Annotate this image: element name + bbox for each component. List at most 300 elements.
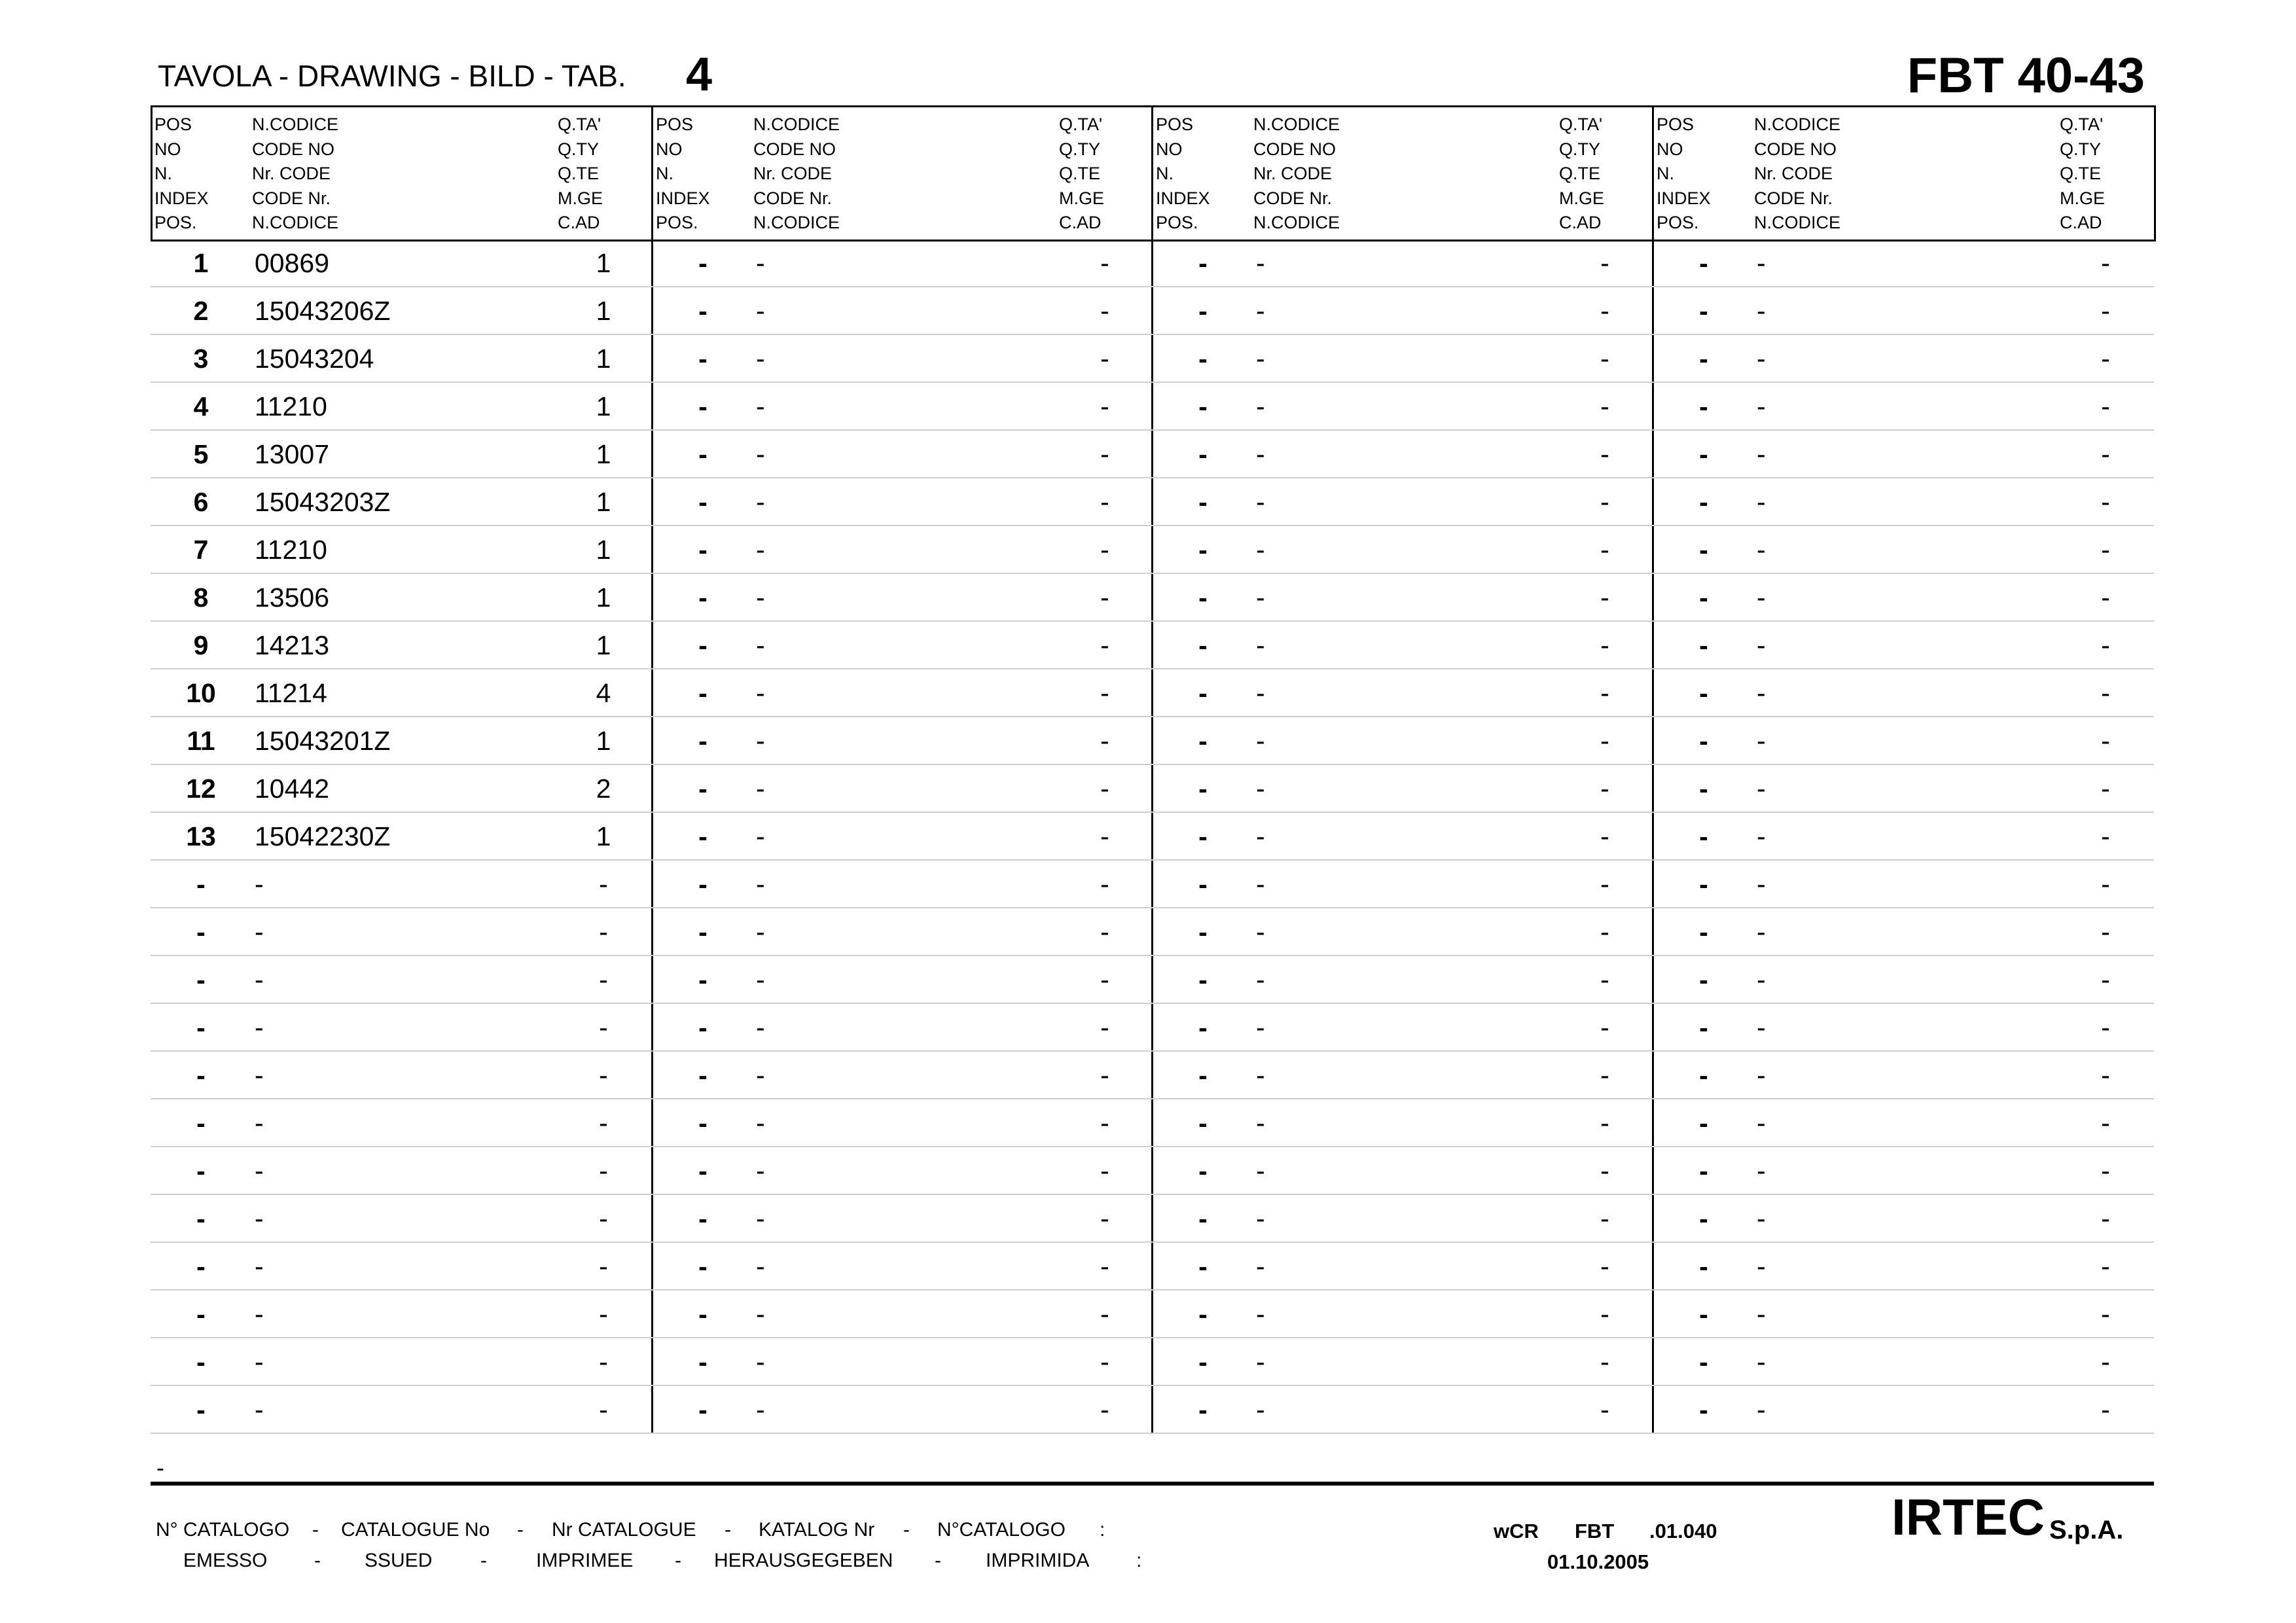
empty-position: - [1699,1299,1708,1329]
header-label: N. [1657,164,1674,183]
empty-code: - [1757,487,1766,517]
header-label: CODE NO [252,139,335,159]
empty-position: - [196,1395,206,1425]
empty-quantity: - [599,1347,608,1377]
header-label: M.GE [1059,188,1105,208]
empty-quantity: - [1600,1395,1609,1425]
empty-position: - [698,1251,708,1281]
bottom-note: - [156,1454,164,1481]
empty-position: - [1198,248,1208,278]
empty-position: - [1699,821,1708,851]
empty-position: - [698,535,708,565]
empty-position: - [698,439,708,469]
empty-quantity: - [1100,1156,1109,1186]
header-label: N.CODICE [1754,213,1841,232]
row-divider [151,955,2154,956]
empty-code: - [1256,1299,1265,1329]
empty-code: - [1757,726,1766,756]
catalog-label: - [725,1519,731,1541]
header-label: Q.TA' [558,115,601,134]
empty-position: - [1198,1012,1208,1043]
header-label: Q.TY [2060,139,2102,159]
empty-code: - [1256,726,1265,756]
header-label: C.AD [2060,213,2102,232]
empty-position: - [196,1012,206,1043]
table-header-frame [151,105,2156,241]
empty-quantity: - [599,1108,608,1138]
empty-quantity: - [1600,917,1609,947]
row-divider [151,429,2154,431]
header-label: C.AD [1559,213,1602,232]
empty-position: - [1699,296,1708,326]
empty-code: - [756,1060,765,1090]
row-divider [151,620,2154,622]
header-label: POS [1657,115,1695,134]
header-label: CODE NO [753,139,836,159]
empty-position: - [1699,1395,1708,1425]
header-label: M.GE [558,188,603,208]
empty-quantity: - [1100,965,1109,995]
issued-label: - [675,1550,681,1571]
part-code: 14213 [255,630,330,660]
issue-date: 01.10.2005 [1547,1550,1649,1573]
empty-quantity: - [1600,248,1609,278]
catalog-label: : [1100,1519,1105,1541]
header-label: Q.TE [2060,164,2102,183]
issued-label: - [314,1550,321,1571]
header-label: CODE NO [1754,139,1837,159]
empty-position: - [1198,1347,1208,1377]
empty-quantity: - [599,1204,608,1234]
row-divider [151,1194,2154,1195]
empty-quantity: - [1600,965,1609,995]
part-code: 15043206Z [255,296,391,326]
empty-quantity: - [1600,1204,1609,1234]
empty-code: - [1757,582,1766,613]
empty-position: - [698,678,708,708]
header-label: Nr. CODE [1253,164,1333,183]
empty-quantity: - [1600,487,1609,517]
issued-label: - [480,1550,487,1571]
empty-quantity: - [2101,1060,2110,1090]
header-label: INDEX [1156,188,1210,208]
empty-position: - [196,1347,206,1377]
empty-quantity: - [1600,439,1609,469]
quantity: 2 [596,774,611,804]
empty-position: - [1699,1204,1708,1234]
empty-quantity: - [2101,726,2110,756]
header-label: POS [1156,115,1194,134]
empty-code: - [1256,821,1265,851]
header-label: Q.TA' [1059,115,1103,134]
empty-position: - [698,344,708,374]
empty-position: - [1198,1395,1208,1425]
header-label: Q.TE [1559,164,1601,183]
empty-code: - [1256,582,1265,613]
empty-position: - [1198,582,1208,613]
issued-label: SSUED [365,1550,433,1571]
header-pos-labels [656,113,710,236]
empty-position: - [1198,439,1208,469]
empty-quantity: - [2101,487,2110,517]
empty-code: - [1757,1060,1766,1090]
empty-quantity: - [2101,1347,2110,1377]
catalog-label: KATALOG Nr [759,1519,875,1541]
issued-label: - [935,1550,941,1571]
empty-position: - [698,1204,708,1234]
empty-position: - [698,1347,708,1377]
header-label: Q.TA' [2060,115,2104,134]
empty-position: - [1699,391,1708,421]
header-label: POS. [1156,213,1198,232]
empty-quantity: - [1100,1204,1109,1234]
empty-code: - [756,582,765,613]
row-divider [151,1003,2154,1004]
header-label: INDEX [656,188,710,208]
empty-quantity: - [599,1299,608,1329]
header-label: N. [656,164,673,183]
empty-quantity: - [1600,1251,1609,1281]
empty-position: - [1699,439,1708,469]
catalog-code-part: wCR [1494,1520,1539,1543]
row-divider [151,859,2154,861]
empty-quantity: - [1100,1395,1109,1425]
empty-position: - [698,726,708,756]
position-number: 5 [193,439,209,469]
empty-quantity: - [2101,630,2110,660]
empty-code: - [756,917,765,947]
empty-quantity: - [1600,1347,1609,1377]
issued-label: IMPRIMIDA [986,1550,1090,1571]
empty-position: - [1699,1108,1708,1138]
empty-quantity: - [2101,1156,2110,1186]
empty-position: - [1699,1156,1708,1186]
empty-code: - [255,1204,264,1234]
catalog-label: - [312,1519,319,1541]
empty-code: - [756,1012,765,1043]
header-label: N.CODICE [753,115,840,134]
empty-position: - [1198,487,1208,517]
model-name: FBT 40-43 [1907,48,2145,103]
catalog-code-part: .01.040 [1649,1520,1717,1543]
empty-code: - [1757,535,1766,565]
empty-position: - [1699,1251,1708,1281]
empty-position: - [698,1299,708,1329]
empty-code: - [1256,296,1265,326]
header-qty-labels [558,113,603,236]
empty-position: - [1198,535,1208,565]
empty-code: - [1757,1012,1766,1043]
empty-code: - [1256,965,1265,995]
empty-quantity: - [1100,439,1109,469]
empty-quantity: - [1100,917,1109,947]
empty-position: - [1198,1156,1208,1186]
empty-code: - [756,869,765,899]
header-label: Q.TY [1559,139,1601,159]
empty-quantity: - [1100,726,1109,756]
empty-position: - [1198,296,1208,326]
empty-code: - [1256,1395,1265,1425]
empty-position: - [1699,774,1708,804]
empty-code: - [1757,1299,1766,1329]
catalog-code-part: FBT [1575,1520,1615,1543]
empty-code: - [756,439,765,469]
empty-code: - [1757,917,1766,947]
empty-quantity: - [2101,582,2110,613]
empty-code: - [756,1299,765,1329]
empty-code: - [756,248,765,278]
header-label: INDEX [1657,188,1711,208]
empty-quantity: - [599,1060,608,1090]
header-label: NO [154,139,181,159]
header-label: N.CODICE [1253,213,1340,232]
empty-quantity: - [1100,869,1109,899]
empty-position: - [1198,391,1208,421]
empty-position: - [196,917,206,947]
empty-code: - [255,917,264,947]
empty-position: - [1198,344,1208,374]
header-label: POS. [1657,213,1699,232]
empty-position: - [196,869,206,899]
row-divider [151,286,2154,287]
row-divider [151,907,2154,908]
header-code-labels [1754,113,1840,236]
header-label: C.AD [558,213,600,232]
empty-quantity: - [1100,535,1109,565]
empty-code: - [1757,869,1766,899]
empty-quantity: - [599,1012,608,1043]
empty-quantity: - [2101,821,2110,851]
position-number: 9 [193,630,209,660]
empty-quantity: - [1100,1251,1109,1281]
row-divider [151,573,2154,574]
empty-quantity: - [1100,1347,1109,1377]
empty-position: - [698,1060,708,1090]
catalog-label: N°CATALOGO [937,1519,1066,1541]
empty-position: - [1699,678,1708,708]
empty-position: - [1699,1060,1708,1090]
catalog-label: N° CATALOGO [156,1519,290,1541]
empty-position: - [698,1012,708,1043]
empty-quantity: - [1600,726,1609,756]
empty-quantity: - [599,917,608,947]
part-code: 15043203Z [255,487,391,517]
empty-quantity: - [1100,678,1109,708]
empty-code: - [756,1395,765,1425]
empty-code: - [255,1108,264,1138]
empty-quantity: - [2101,678,2110,708]
empty-code: - [756,535,765,565]
header-label: N.CODICE [753,213,840,232]
header-label: Nr. CODE [252,164,331,183]
quantity: 1 [596,439,611,469]
quantity: 1 [596,582,611,613]
empty-position: - [1699,487,1708,517]
empty-quantity: - [1600,1156,1609,1186]
empty-code: - [255,1347,264,1377]
empty-position: - [698,582,708,613]
position-number: 4 [193,391,209,421]
column-separator [1151,105,1153,1434]
header-label: POS. [656,213,698,232]
header-code-labels [1253,113,1340,236]
position-number: 8 [193,582,209,613]
position-number: 6 [193,487,209,517]
empty-position: - [196,1108,206,1138]
empty-quantity: - [2101,296,2110,326]
empty-code: - [1256,439,1265,469]
header-label: C.AD [1059,213,1102,232]
empty-position: - [1699,965,1708,995]
empty-code: - [1757,1108,1766,1138]
header-label: N. [154,164,172,183]
empty-position: - [1699,344,1708,374]
empty-code: - [255,1156,264,1186]
header-label: NO [656,139,683,159]
empty-code: - [255,1012,264,1043]
empty-position: - [1699,726,1708,756]
empty-code: - [756,1204,765,1234]
header-qty-labels [1559,113,1604,236]
row-divider [151,477,2154,478]
empty-code: - [255,1251,264,1281]
header-label: POS [656,115,694,134]
empty-code: - [255,1395,264,1425]
empty-quantity: - [2101,917,2110,947]
empty-position: - [1198,726,1208,756]
empty-position: - [698,248,708,278]
row-divider [151,668,2154,669]
empty-quantity: - [1600,774,1609,804]
empty-quantity: - [1100,1012,1109,1043]
empty-position: - [1198,1060,1208,1090]
position-number: 12 [186,774,216,804]
empty-quantity: - [1600,869,1609,899]
row-divider [151,1385,2154,1386]
header-qty-labels [2060,113,2105,236]
row-divider [151,1337,2154,1338]
empty-quantity: - [1600,630,1609,660]
empty-position: - [698,1156,708,1186]
empty-position: - [698,391,708,421]
catalog-label: CATALOGUE No [341,1519,490,1541]
empty-code: - [756,1251,765,1281]
empty-quantity: - [2101,439,2110,469]
row-divider [151,1098,2154,1099]
empty-quantity: - [1100,630,1109,660]
empty-position: - [1198,678,1208,708]
empty-quantity: - [1100,1299,1109,1329]
header-label: M.GE [1559,188,1605,208]
empty-position: - [196,1251,206,1281]
row-divider [151,1289,2154,1291]
empty-code: - [1757,1156,1766,1186]
empty-code: - [1256,344,1265,374]
empty-position: - [1699,535,1708,565]
part-code: 13506 [255,582,330,613]
empty-quantity: - [2101,1204,2110,1234]
position-number: 3 [193,344,209,374]
empty-quantity: - [1600,1012,1609,1043]
part-code: 15043204 [255,344,374,374]
empty-code: - [1757,344,1766,374]
empty-code: - [1757,1204,1766,1234]
empty-position: - [698,774,708,804]
empty-quantity: - [1100,1060,1109,1090]
header-pos-labels [1156,113,1210,236]
issued-label: HERAUSGEGEBEN [714,1550,893,1571]
part-code: 11210 [255,535,327,565]
empty-position: - [698,1108,708,1138]
empty-position: - [698,487,708,517]
empty-quantity: - [1100,821,1109,851]
empty-quantity: - [1600,535,1609,565]
empty-code: - [756,487,765,517]
row-divider [151,764,2154,765]
empty-code: - [1757,439,1766,469]
header-code-labels [753,113,840,236]
header-code-labels [252,113,338,236]
empty-quantity: - [1100,296,1109,326]
empty-quantity: - [2101,774,2110,804]
issued-label: IMPRIMEE [536,1550,634,1571]
empty-code: - [756,344,765,374]
position-number: 13 [186,821,216,851]
empty-position: - [1699,630,1708,660]
header-qty-labels [1059,113,1104,236]
column-separator [651,105,653,1434]
empty-quantity: - [1600,344,1609,374]
empty-quantity: - [1600,1108,1609,1138]
header-label: POS. [154,213,197,232]
empty-position: - [1699,582,1708,613]
header-label: POS [154,115,192,134]
empty-position: - [698,630,708,660]
position-number: 1 [193,248,209,278]
row-divider [151,1050,2154,1052]
empty-quantity: - [599,1251,608,1281]
header-label: CODE Nr. [753,188,833,208]
empty-code: - [1256,630,1265,660]
empty-code: - [1757,821,1766,851]
empty-quantity: - [1600,1060,1609,1090]
empty-quantity: - [599,1395,608,1425]
quantity: 1 [596,487,611,517]
part-code: 10442 [255,774,330,804]
quantity: 1 [596,535,611,565]
empty-position: - [698,1395,708,1425]
part-code: 00869 [255,248,330,278]
empty-quantity: - [2101,869,2110,899]
empty-position: - [1699,248,1708,278]
header-label: N. [1156,164,1174,183]
header-label: INDEX [154,188,209,208]
empty-position: - [196,1299,206,1329]
empty-position: - [1198,1299,1208,1329]
empty-position: - [1198,774,1208,804]
drawing-title: TAVOLA - DRAWING - BILD - TAB. [158,59,626,93]
header-label: Nr. CODE [1754,164,1833,183]
empty-position: - [196,1156,206,1186]
empty-code: - [1757,296,1766,326]
header-label: N.CODICE [252,213,339,232]
empty-code: - [255,1299,264,1329]
empty-quantity: - [1100,344,1109,374]
empty-quantity: - [1600,582,1609,613]
empty-code: - [1256,1108,1265,1138]
empty-position: - [1198,1204,1208,1234]
empty-position: - [1699,917,1708,947]
